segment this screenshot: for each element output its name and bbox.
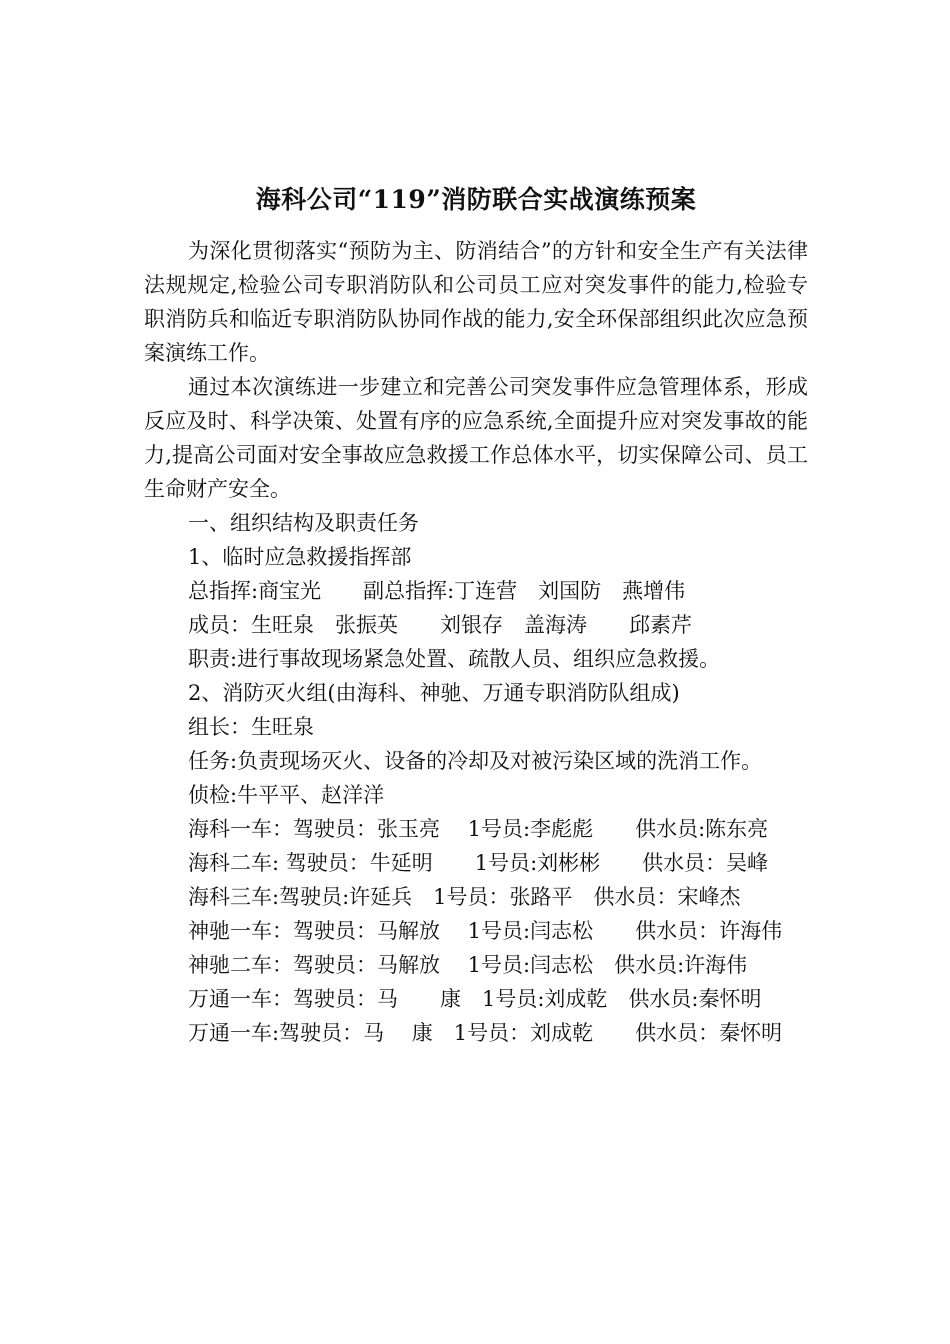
- section-heading: 一、组织结构及职责任务: [188, 511, 419, 535]
- document-title: 海科公司“119”消防联合实战演练预案: [255, 185, 697, 214]
- vehicle-line: 神驰一车：驾驶员：马解放 1号员:闫志松 供水员：许海伟: [188, 919, 783, 943]
- task-line: 任务:负责现场灭火、设备的冷却及对被污染区域的洗消工作。: [188, 749, 763, 773]
- detection-line: 侦检:牛平平、赵洋洋: [188, 783, 385, 807]
- document-page: [144, 178, 808, 1050]
- subsection-heading: 2、消防灭火组(由海科、神驰、万通专职消防队组成): [188, 681, 680, 705]
- goal-paragraph: 通过本次演练进一步建立和完善公司突发事件应急管理体系，形成反应及时、科学决策、处置有序的应急系统,全面提升应对突发事故的能力,提高公司面对安全事故应急救援工作总体水平，切实保障公司、员工生命财产安全。: [144, 375, 808, 501]
- vehicle-line: 海科一车：驾驶员：张玉亮 1号员:李彪彪 供水员:陈东亮: [188, 817, 769, 841]
- vehicle-line: 万通一车：驾驶员：马 康 1号员:刘成乾 供水员:秦怀明: [188, 987, 762, 1011]
- vehicle-line: 万通一车:驾驶员：马 康 1号员：刘成乾 供水员：秦怀明: [188, 1021, 783, 1045]
- vehicle-line: 海科二车: 驾驶员：牛延明 1号员:刘彬彬 供水员：吴峰: [188, 851, 769, 875]
- intro-paragraph: 为深化贯彻落实“预防为主、防消结合”的方针和安全生产有关法律法规规定,检验公司专职消防队和公司员工应对突发事件的能力,检验专职消防兵和临近专职消防队协同作战的能力,安全环保部组织此次应急预案演练工作。: [144, 239, 808, 365]
- commander-line: 总指挥:商宝光 副总指挥:丁连营 刘国防 燕增伟: [188, 579, 686, 603]
- members-line: 成员：生旺泉 张振英 刘银存 盖海涛 邱素芹: [188, 613, 692, 637]
- vehicle-line: 神驰二车：驾驶员：马解放 1号员:闫志松 供水员:许海伟: [188, 953, 748, 977]
- duties-line: 职责:进行事故现场紧急处置、疏散人员、组织应急救援。: [188, 647, 721, 671]
- vehicle-line: 海科三车:驾驶员:许延兵 1号员：张路平 供水员：宋峰杰: [188, 885, 741, 909]
- subsection-heading: 1、临时应急救援指挥部: [188, 545, 412, 569]
- leader-line: 组长：生旺泉: [188, 715, 314, 739]
